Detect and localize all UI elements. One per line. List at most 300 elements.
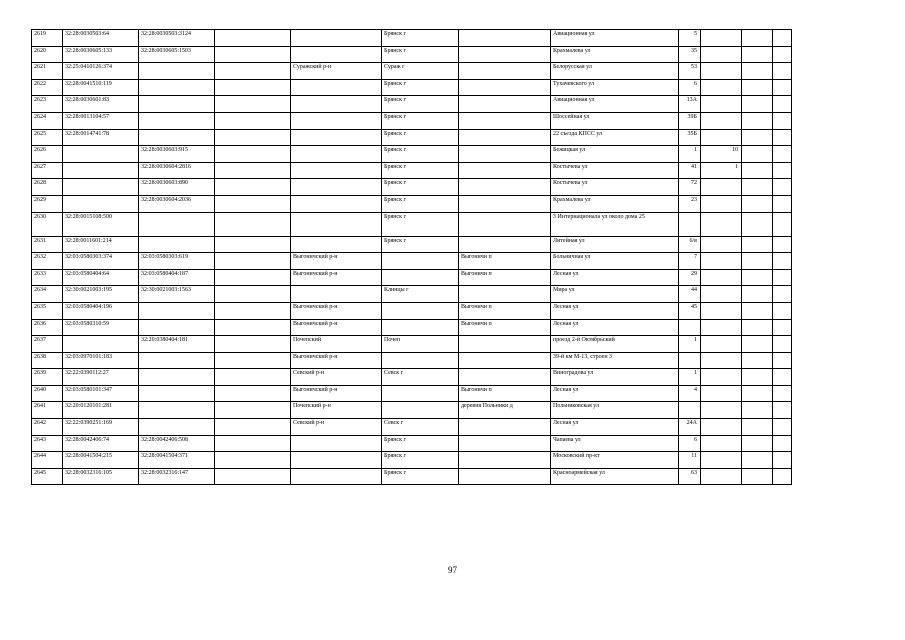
cell-cadastral-number: 32:28:0041504:215 <box>63 452 139 469</box>
cell-extra-2 <box>773 253 792 270</box>
cell-extra-1 <box>742 63 773 80</box>
cell-building <box>701 286 742 303</box>
cell-extra-1 <box>742 212 773 236</box>
cell-cadastral-number-2: 32:20:0380404:181 <box>139 336 215 353</box>
cell-cadastral-number-2 <box>139 385 215 402</box>
cell-house: 1 <box>679 369 701 386</box>
cell-cadastral-number <box>63 336 139 353</box>
cell-extra-1 <box>742 385 773 402</box>
table-row <box>32 286 792 303</box>
cell-district <box>291 179 382 196</box>
table-row <box>32 179 792 196</box>
cell-empty-col <box>215 162 291 179</box>
cell-street: Московский пр-кт <box>551 452 679 469</box>
cell-empty-col <box>215 352 291 369</box>
cell-district: Выгоничский р-н <box>291 352 382 369</box>
table-row <box>32 352 792 369</box>
cell-empty-col <box>215 236 291 253</box>
cell-house: 1 <box>679 146 701 163</box>
cell-city: Брянск г <box>382 468 459 485</box>
cell-settlement <box>459 352 551 369</box>
cell-house: 44 <box>679 286 701 303</box>
cell-settlement <box>459 195 551 212</box>
cell-settlement <box>459 46 551 63</box>
cell-extra-2 <box>773 79 792 96</box>
cell-building <box>701 369 742 386</box>
cell-cadastral-number: 32:28:0015108:500 <box>63 212 139 236</box>
cell-city: Брянск г <box>382 146 459 163</box>
cell-settlement <box>459 452 551 469</box>
cell-district: Выгоничский р-н <box>291 302 382 319</box>
cell-settlement: Выгоничи п <box>459 385 551 402</box>
cell-extra-1 <box>742 253 773 270</box>
cell-house: 39Б <box>679 112 701 129</box>
cell-building <box>701 468 742 485</box>
cell-district <box>291 30 382 47</box>
cell-street: Красноармейская ул <box>551 468 679 485</box>
page-number: 97 <box>448 565 457 575</box>
cell-house <box>679 402 701 419</box>
cell-street: Лесная ул <box>551 319 679 336</box>
table-row <box>32 452 792 469</box>
cell-street: Крахмалева ул <box>551 46 679 63</box>
cell-extra-2 <box>773 352 792 369</box>
cell-city <box>382 319 459 336</box>
table-row <box>32 435 792 452</box>
cell-extra-1 <box>742 146 773 163</box>
cell-street: Белорусская ул <box>551 63 679 80</box>
cell-empty-col <box>215 112 291 129</box>
cell-street: Костычева ул <box>551 179 679 196</box>
cell-cadastral-number-2: 32:28:0030605:1503 <box>139 46 215 63</box>
cell-cadastral-number <box>63 195 139 212</box>
cell-street: Тухачевского ул <box>551 79 679 96</box>
cell-street: проезд 2-й Октябрьский <box>551 336 679 353</box>
cell-street: Лесная ул <box>551 385 679 402</box>
cell-cadastral-number-2: 32:28:0030603:890 <box>139 179 215 196</box>
cell-building <box>701 112 742 129</box>
cell-settlement <box>459 212 551 236</box>
cell-row-index: 2635 <box>32 302 63 319</box>
cell-empty-col <box>215 30 291 47</box>
cell-extra-2 <box>773 179 792 196</box>
cell-house: 11 <box>679 452 701 469</box>
cell-city: Брянск г <box>382 435 459 452</box>
cell-settlement <box>459 286 551 303</box>
table-row <box>32 195 792 212</box>
table-row <box>32 96 792 113</box>
cell-district <box>291 146 382 163</box>
cell-city: Брянск г <box>382 162 459 179</box>
cell-building <box>701 212 742 236</box>
cell-street: Шоссейная ул <box>551 112 679 129</box>
registry-table <box>31 29 792 485</box>
cell-district: Выгоничский р-н <box>291 269 382 286</box>
cell-row-index: 2625 <box>32 129 63 146</box>
cell-row-index: 2639 <box>32 369 63 386</box>
cell-empty-col <box>215 385 291 402</box>
cell-row-index: 2633 <box>32 269 63 286</box>
cell-extra-2 <box>773 468 792 485</box>
cell-district: Севский р-н <box>291 369 382 386</box>
cell-row-index: 2644 <box>32 452 63 469</box>
cell-cadastral-number-2 <box>139 319 215 336</box>
cell-building: 1 <box>701 162 742 179</box>
cell-street: Бежицкая ул <box>551 146 679 163</box>
cell-settlement <box>459 129 551 146</box>
cell-street: Костычева ул <box>551 162 679 179</box>
cell-district <box>291 195 382 212</box>
cell-district <box>291 162 382 179</box>
cell-row-index: 2637 <box>32 336 63 353</box>
cell-city: Клинцы г <box>382 286 459 303</box>
cell-extra-2 <box>773 369 792 386</box>
cell-building <box>701 96 742 113</box>
cell-street: Польниковская ул <box>551 402 679 419</box>
cell-city <box>382 402 459 419</box>
table-row <box>32 129 792 146</box>
cell-cadastral-number <box>63 162 139 179</box>
cell-house: 24А <box>679 419 701 436</box>
cell-building <box>701 30 742 47</box>
table-row <box>32 46 792 63</box>
cell-extra-1 <box>742 336 773 353</box>
cell-cadastral-number: 32:28:0030605:133 <box>63 46 139 63</box>
cell-city: Брянск г <box>382 46 459 63</box>
cell-district <box>291 79 382 96</box>
cell-city: Брянск г <box>382 96 459 113</box>
table-row <box>32 302 792 319</box>
cell-building <box>701 179 742 196</box>
cell-extra-2 <box>773 319 792 336</box>
cell-building <box>701 352 742 369</box>
cell-extra-1 <box>742 468 773 485</box>
cell-settlement: Выгоничи п <box>459 302 551 319</box>
cell-street: 22 съезда КПСС ул <box>551 129 679 146</box>
cell-building <box>701 236 742 253</box>
cell-cadastral-number: 32:20:0120101:281 <box>63 402 139 419</box>
cell-extra-2 <box>773 195 792 212</box>
cell-extra-2 <box>773 96 792 113</box>
cell-settlement <box>459 30 551 47</box>
cell-extra-2 <box>773 336 792 353</box>
cell-house <box>679 319 701 336</box>
cell-settlement <box>459 112 551 129</box>
cell-extra-1 <box>742 369 773 386</box>
cell-building <box>701 195 742 212</box>
cell-extra-1 <box>742 96 773 113</box>
cell-cadastral-number: 32:03:0970101:183 <box>63 352 139 369</box>
cell-cadastral-number-2: 32:28:0030603:915 <box>139 146 215 163</box>
cell-house: 41 <box>679 162 701 179</box>
cell-row-index: 2623 <box>32 96 63 113</box>
cell-empty-col <box>215 79 291 96</box>
cell-cadastral-number-2 <box>139 402 215 419</box>
cell-cadastral-number: 32:03:0580404:64 <box>63 269 139 286</box>
cell-city: Брянск г <box>382 195 459 212</box>
cell-settlement <box>459 369 551 386</box>
cell-city: Севск г <box>382 369 459 386</box>
cell-cadastral-number-2: 32:28:0030503:3124 <box>139 30 215 47</box>
table-row <box>32 385 792 402</box>
cell-street: Крахмалева ул <box>551 195 679 212</box>
cell-city: Брянск г <box>382 112 459 129</box>
cell-extra-1 <box>742 112 773 129</box>
cell-empty-col <box>215 336 291 353</box>
table-row <box>32 402 792 419</box>
cell-district <box>291 435 382 452</box>
cell-house: 35 <box>679 46 701 63</box>
cell-cadastral-number: 32:28:0013104:57 <box>63 112 139 129</box>
cell-extra-2 <box>773 385 792 402</box>
cell-building <box>701 319 742 336</box>
cell-city: Брянск г <box>382 452 459 469</box>
cell-empty-col <box>215 302 291 319</box>
cell-street: Авиационная ул <box>551 96 679 113</box>
cell-building: 10 <box>701 146 742 163</box>
cell-district <box>291 112 382 129</box>
cell-house: 1 <box>679 336 701 353</box>
cell-cadastral-number-2 <box>139 79 215 96</box>
cell-row-index: 2636 <box>32 319 63 336</box>
cell-cadastral-number: 32:28:0030503:64 <box>63 30 139 47</box>
cell-settlement <box>459 63 551 80</box>
table-row <box>32 212 792 236</box>
cell-cadastral-number: 32:30:0021003:195 <box>63 286 139 303</box>
table-row <box>32 419 792 436</box>
cell-empty-col <box>215 369 291 386</box>
cell-house: 13А <box>679 96 701 113</box>
cell-row-index: 2640 <box>32 385 63 402</box>
cell-settlement <box>459 419 551 436</box>
cell-cadastral-number-2: 32:28:0030604:2036 <box>139 195 215 212</box>
cell-settlement: Выгоничи п <box>459 253 551 270</box>
cell-extra-1 <box>742 129 773 146</box>
cell-empty-col <box>215 129 291 146</box>
cell-settlement <box>459 79 551 96</box>
cell-row-index: 2642 <box>32 419 63 436</box>
cell-empty-col <box>215 435 291 452</box>
cell-empty-col <box>215 269 291 286</box>
cell-row-index: 2643 <box>32 435 63 452</box>
cell-extra-2 <box>773 129 792 146</box>
cell-street: Виноградова ул <box>551 369 679 386</box>
cell-extra-1 <box>742 162 773 179</box>
cell-cadastral-number-2 <box>139 352 215 369</box>
cell-cadastral-number-2 <box>139 129 215 146</box>
cell-cadastral-number-2: 32:28:0042406:508 <box>139 435 215 452</box>
cell-district <box>291 286 382 303</box>
cell-building <box>701 46 742 63</box>
cell-empty-col <box>215 286 291 303</box>
cell-house: 35Б <box>679 129 701 146</box>
cell-empty-col <box>215 146 291 163</box>
cell-extra-2 <box>773 112 792 129</box>
cell-row-index: 2632 <box>32 253 63 270</box>
cell-cadastral-number-2: 32:28:0032316:147 <box>139 468 215 485</box>
cell-building <box>701 253 742 270</box>
cell-empty-col <box>215 419 291 436</box>
cell-house: 6/в <box>679 236 701 253</box>
cell-cadastral-number: 32:28:0042406:74 <box>63 435 139 452</box>
cell-district: Выгоничский р-н <box>291 253 382 270</box>
cell-building <box>701 452 742 469</box>
cell-cadastral-number-2: 32:28:0030604:2816 <box>139 162 215 179</box>
cell-extra-1 <box>742 435 773 452</box>
cell-district <box>291 452 382 469</box>
cell-extra-1 <box>742 179 773 196</box>
cell-house: 72 <box>679 179 701 196</box>
cell-cadastral-number-2 <box>139 302 215 319</box>
cell-cadastral-number-2 <box>139 212 215 236</box>
cell-cadastral-number <box>63 146 139 163</box>
table-row <box>32 30 792 47</box>
cell-settlement <box>459 179 551 196</box>
cell-city: Брянск г <box>382 236 459 253</box>
cell-cadastral-number <box>63 179 139 196</box>
table-row <box>32 336 792 353</box>
cell-row-index: 2619 <box>32 30 63 47</box>
cell-cadastral-number-2 <box>139 63 215 80</box>
table-row <box>32 369 792 386</box>
cell-extra-1 <box>742 352 773 369</box>
cell-district <box>291 129 382 146</box>
cell-cadastral-number: 32:03:0580404:196 <box>63 302 139 319</box>
cell-building <box>701 419 742 436</box>
cell-city: Почеп <box>382 336 459 353</box>
cell-extra-2 <box>773 402 792 419</box>
cell-street: Лесная ул <box>551 419 679 436</box>
cell-cadastral-number-2: 32:03:0580303:619 <box>139 253 215 270</box>
cell-extra-2 <box>773 419 792 436</box>
cell-building <box>701 302 742 319</box>
cell-district: Севский р-н <box>291 419 382 436</box>
cell-cadastral-number: 32:28:0041510:119 <box>63 79 139 96</box>
cell-building <box>701 269 742 286</box>
cell-cadastral-number: 32:22:0390251:169 <box>63 419 139 436</box>
registry-table-body <box>32 30 792 485</box>
cell-row-index: 2641 <box>32 402 63 419</box>
cell-building <box>701 435 742 452</box>
cell-street: Литейная ул <box>551 236 679 253</box>
cell-extra-2 <box>773 302 792 319</box>
cell-extra-1 <box>742 286 773 303</box>
cell-row-index: 2634 <box>32 286 63 303</box>
table-row <box>32 236 792 253</box>
cell-cadastral-number-2 <box>139 112 215 129</box>
cell-house <box>679 212 701 236</box>
cell-empty-col <box>215 402 291 419</box>
cell-extra-1 <box>742 419 773 436</box>
cell-house: 7 <box>679 253 701 270</box>
cell-district: Выгоничский р-н <box>291 319 382 336</box>
cell-cadastral-number: 32:03:0580303:374 <box>63 253 139 270</box>
cell-cadastral-number: 32:03:0580101:347 <box>63 385 139 402</box>
cell-district <box>291 468 382 485</box>
cell-extra-2 <box>773 63 792 80</box>
cell-building <box>701 79 742 96</box>
cell-cadastral-number: 32:28:0032316:105 <box>63 468 139 485</box>
cell-district <box>291 96 382 113</box>
cell-cadastral-number-2 <box>139 236 215 253</box>
cell-city: Брянск г <box>382 30 459 47</box>
cell-extra-1 <box>742 319 773 336</box>
cell-cadastral-number-2 <box>139 369 215 386</box>
cell-city <box>382 269 459 286</box>
cell-house: 5 <box>679 30 701 47</box>
cell-cadastral-number: 32:28:0011601:214 <box>63 236 139 253</box>
cell-empty-col <box>215 319 291 336</box>
cell-extra-2 <box>773 435 792 452</box>
cell-extra-2 <box>773 30 792 47</box>
cell-extra-1 <box>742 402 773 419</box>
cell-building <box>701 402 742 419</box>
table-row <box>32 63 792 80</box>
cell-cadastral-number: 32:25:0410126:374 <box>63 63 139 80</box>
cell-city <box>382 302 459 319</box>
cell-city: Севск г <box>382 419 459 436</box>
cell-district: Суражский р-н <box>291 63 382 80</box>
cell-city: Брянск г <box>382 129 459 146</box>
cell-district: Выгоничский р-н <box>291 385 382 402</box>
cell-row-index: 2645 <box>32 468 63 485</box>
cell-settlement: Выгоничи п <box>459 319 551 336</box>
cell-house: 4 <box>679 385 701 402</box>
cell-empty-col <box>215 179 291 196</box>
cell-row-index: 2620 <box>32 46 63 63</box>
cell-street: Лесная ул <box>551 302 679 319</box>
cell-city: Брянск г <box>382 79 459 96</box>
cell-building <box>701 336 742 353</box>
cell-settlement <box>459 236 551 253</box>
cell-cadastral-number-2: 32:30:0021003:1563 <box>139 286 215 303</box>
cell-house: 6 <box>679 79 701 96</box>
cell-house: 29 <box>679 269 701 286</box>
cell-settlement <box>459 162 551 179</box>
cell-cadastral-number: 32:03:0580310:59 <box>63 319 139 336</box>
table-row <box>32 146 792 163</box>
table-row <box>32 468 792 485</box>
cell-row-index: 2630 <box>32 212 63 236</box>
cell-extra-1 <box>742 236 773 253</box>
cell-city <box>382 385 459 402</box>
cell-extra-1 <box>742 79 773 96</box>
cell-extra-1 <box>742 30 773 47</box>
cell-cadastral-number-2 <box>139 96 215 113</box>
cell-house <box>679 352 701 369</box>
cell-extra-2 <box>773 146 792 163</box>
cell-city: Брянск г <box>382 179 459 196</box>
cell-street: 3 Интернационала ул около дома 25 <box>551 212 679 236</box>
cell-street: 39-й км М-13, строен 3 <box>551 352 679 369</box>
cell-empty-col <box>215 253 291 270</box>
table-row <box>32 253 792 270</box>
cell-settlement <box>459 96 551 113</box>
cell-city <box>382 253 459 270</box>
cell-extra-1 <box>742 269 773 286</box>
cell-empty-col <box>215 212 291 236</box>
cell-empty-col <box>215 63 291 80</box>
table-row <box>32 319 792 336</box>
cell-cadastral-number: 32:22:0390112:27 <box>63 369 139 386</box>
cell-city: Сураж г <box>382 63 459 80</box>
cell-row-index: 2622 <box>32 79 63 96</box>
cell-row-index: 2628 <box>32 179 63 196</box>
cell-empty-col <box>215 96 291 113</box>
cell-settlement <box>459 336 551 353</box>
cell-extra-2 <box>773 236 792 253</box>
cell-city <box>382 352 459 369</box>
